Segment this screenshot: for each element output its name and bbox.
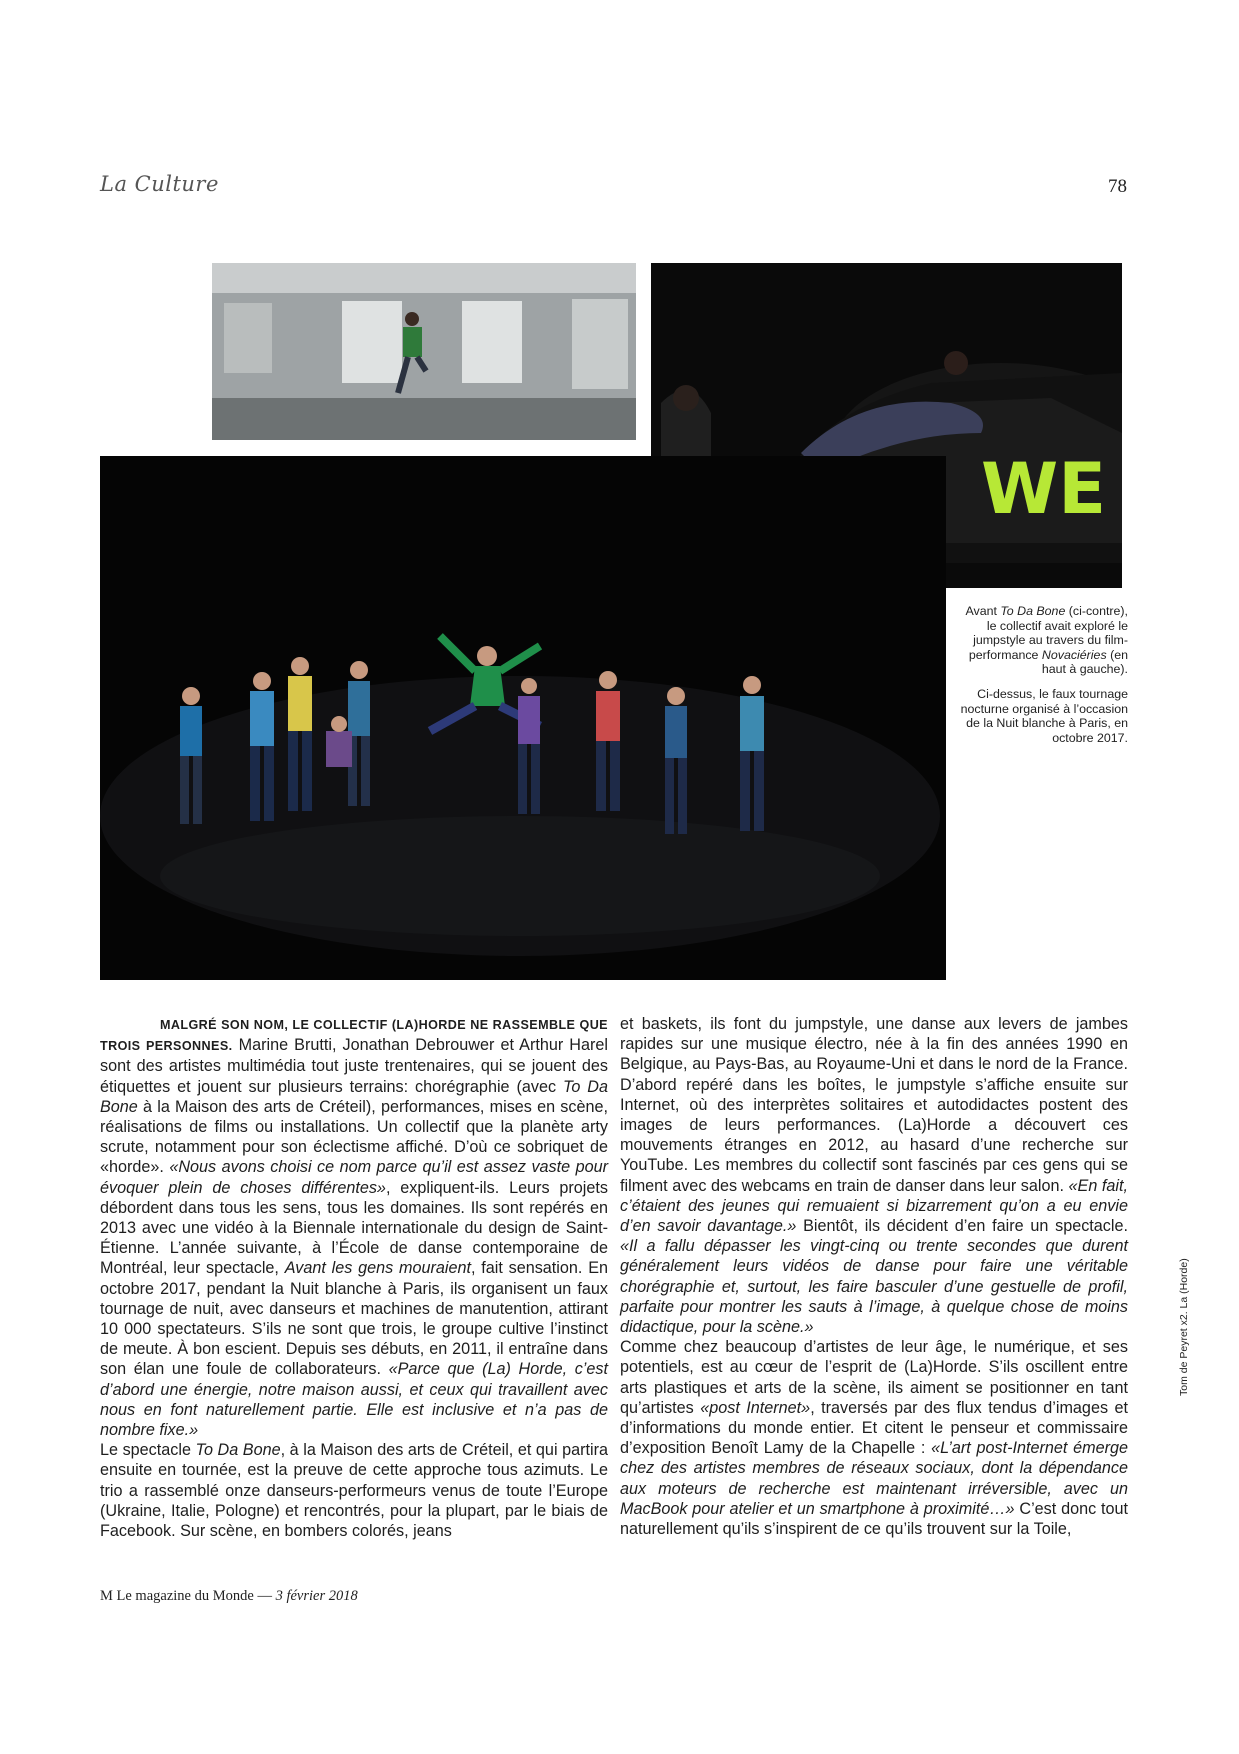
body-text: Marine Brutti, Jonathan Debrouwer et Arthur Harel sont des artistes multimédia tout juste trentenaires, qui se jouent des étiquettes et jouent sur plusieurs terrains: chorégraphie (avec bbox=[100, 1036, 608, 1096]
caption-title: Novaciéries bbox=[1041, 647, 1107, 662]
body-text: et baskets, ils font du jumpstyle, une danse aux levers de jambes rapides sur une musique électro, née à la fin des années 1990 en Belgique, au Pays-Bas, au Royaume-Uni et dans le nord de la France. D’abord repéré dans les boîtes, le jumpstyle s’affiche ensuite sur Internet, où des interprètes solitaires et autodidactes postent des images de leurs performances. (La)Horde a découvert ces mouvements étranges en 2012, au hasard d’une recherche sur YouTube. Les membres du collectif sont fascinés par ces gens qui se filment avec des webcams en train de danser dans leur salon. bbox=[620, 1015, 1128, 1195]
body-text: Bientôt, ils décident d’en faire un spectacle. bbox=[796, 1217, 1128, 1236]
body-text: Le spectacle bbox=[100, 1441, 196, 1460]
body-text: à la Maison des arts de Créteil), performances, mises en scène, réalisations de films ou installations. Un collectif que la planète arty scrute, notamment pour son éclectisme affiché. D’où ce sobriquet de «horde». bbox=[100, 1097, 608, 1177]
work-title: To Da Bone bbox=[100, 1077, 608, 1116]
lead-in: MALGRÉ SON NOM, LE COLLECTIF (LA)HORDE NE RASSEMBLE QUE TROIS PERSONNES. bbox=[100, 1018, 608, 1054]
quote: «Il a fallu dépasser les vingt-cinq ou trente secondes que durent généralement leurs vidéos de danse pour faire une véritable chorégraphie et, surtout, les faire basculer d’une gestuelle de profil, parfaite pour montrer les sauts à l’image, à quelque chose de moins didactique, pour la scène.» bbox=[620, 1237, 1128, 1337]
quote: «post Internet» bbox=[700, 1398, 811, 1417]
quote: «En fait, c’étaient des jeunes qui remuaient si bizarrement qu’on a eu envie d’en savoir davantage.» bbox=[620, 1176, 1128, 1236]
caption-text: (ci-contre), le collectif avait exploré le jumpstyle au travers du film-performance bbox=[968, 604, 1128, 662]
caption-title: To Da Bone bbox=[1000, 604, 1066, 618]
photo-main-stage bbox=[100, 456, 946, 980]
article-column-2 bbox=[620, 1014, 1128, 1539]
quote: «Nous avons choisi ce nom parce qu’il est assez vaste pour évoquer plein de choses différentes» bbox=[100, 1158, 608, 1197]
caption-text: Avant bbox=[965, 604, 1001, 618]
stage-dancers-illustration bbox=[100, 456, 946, 980]
body-text: Comme chez beaucoup d’artistes de leur âge, le numérique, et ses potentiels, est au cœur de l’esprit de (La)Horde. S’ils oscillent entre arts plastiques et arts de la scène, ils aiment se positionner en tant qu’artistes bbox=[620, 1338, 1128, 1417]
photo-credit: Tom de Peyret x2. La (Horde) bbox=[1178, 1258, 1190, 1396]
body-text: , à la Maison des arts de Créteil, et qui partira ensuite en tournée, est la preuve de cette approche tous azimuts. Le trio a rassemblé onze danseurs-performeurs venus de toute l’Europe (Ukraine, Italie, Pologne) et rencontrés, pour la plupart, par le biais de Facebook. Sur scène, en bombers colorés, jeans bbox=[100, 1441, 608, 1541]
body-text: , fait sensation. En octobre 2017, pendant la Nuit blanche à Paris, ils organisent un faux tournage de nuit, avec danseurs et machines de manutention, attirant 10 000 spectateurs. S’ils ne sont que trois, le groupe cultive l’instinct de meute. À bon escient. Depuis ses débuts, en 2011, il entraîne dans son élan une foule de collaborateurs. bbox=[100, 1259, 608, 1379]
graffiti-text: WE bbox=[981, 448, 1107, 530]
article-column-1 bbox=[100, 1014, 608, 1541]
work-title: To Da Bone bbox=[195, 1441, 281, 1460]
article-paragraph bbox=[620, 1337, 1128, 1539]
article-paragraph bbox=[100, 1440, 608, 1541]
body-text: , traversés par des flux tendus d’images et d’informations du monde entier. Et citent le penseur et commissaire d’exposition Benoît Lamy de la Chapelle : bbox=[620, 1398, 1128, 1458]
issue-date: 3 février 2018 bbox=[275, 1588, 358, 1604]
page-footer bbox=[100, 1588, 358, 1605]
photo-caption bbox=[960, 604, 1128, 755]
work-title: Avant les gens mouraient bbox=[284, 1259, 471, 1278]
photo-top-left bbox=[212, 263, 636, 440]
magazine-name: M Le magazine du Monde — bbox=[100, 1588, 276, 1604]
body-text: C’est donc tout naturellement qu’ils s’inspirent de ce qu’ils trouvent sur la Toile, bbox=[620, 1499, 1129, 1539]
room-illustration bbox=[212, 263, 636, 440]
quote: «L’art post-Internet émerge chez des artistes membres de réseaux sociaux, dont la dépendance aux moteurs de recherche est maintenant irréversible, avec un MacBook pour atelier et un smartphone à proximité…» bbox=[620, 1439, 1128, 1518]
caption-text: (en haut à gauche). bbox=[1041, 647, 1128, 677]
body-text: , expliquent-ils. Leurs projets débordent dans tous les sens, tous les domaines. Ils sont repérés en 2013 avec une vidéo à la Biennale internationale du design de Saint-Étienne. L’année suivante, à l’École de danse contemporaine de Montréal, leur spectacle, bbox=[100, 1178, 608, 1278]
article-paragraph bbox=[100, 1014, 608, 1440]
section-title: La Culture bbox=[100, 172, 219, 196]
caption-paragraph-1 bbox=[960, 604, 1128, 677]
quote: «Parce que (La) Horde, c’est d’abord une énergie, notre maison aussi, et ceux qui travaillent avec nous en font naturellement partie. Elle est inclusive et n’a pas de nombre fixe.» bbox=[100, 1360, 608, 1440]
page-number: 78 bbox=[1108, 176, 1127, 197]
article-paragraph bbox=[620, 1014, 1128, 1337]
caption-paragraph-2: Ci-dessus, le faux tournage nocturne organisé à l’occasion de la Nuit blanche à Paris, en octobre 2017. bbox=[960, 686, 1128, 745]
